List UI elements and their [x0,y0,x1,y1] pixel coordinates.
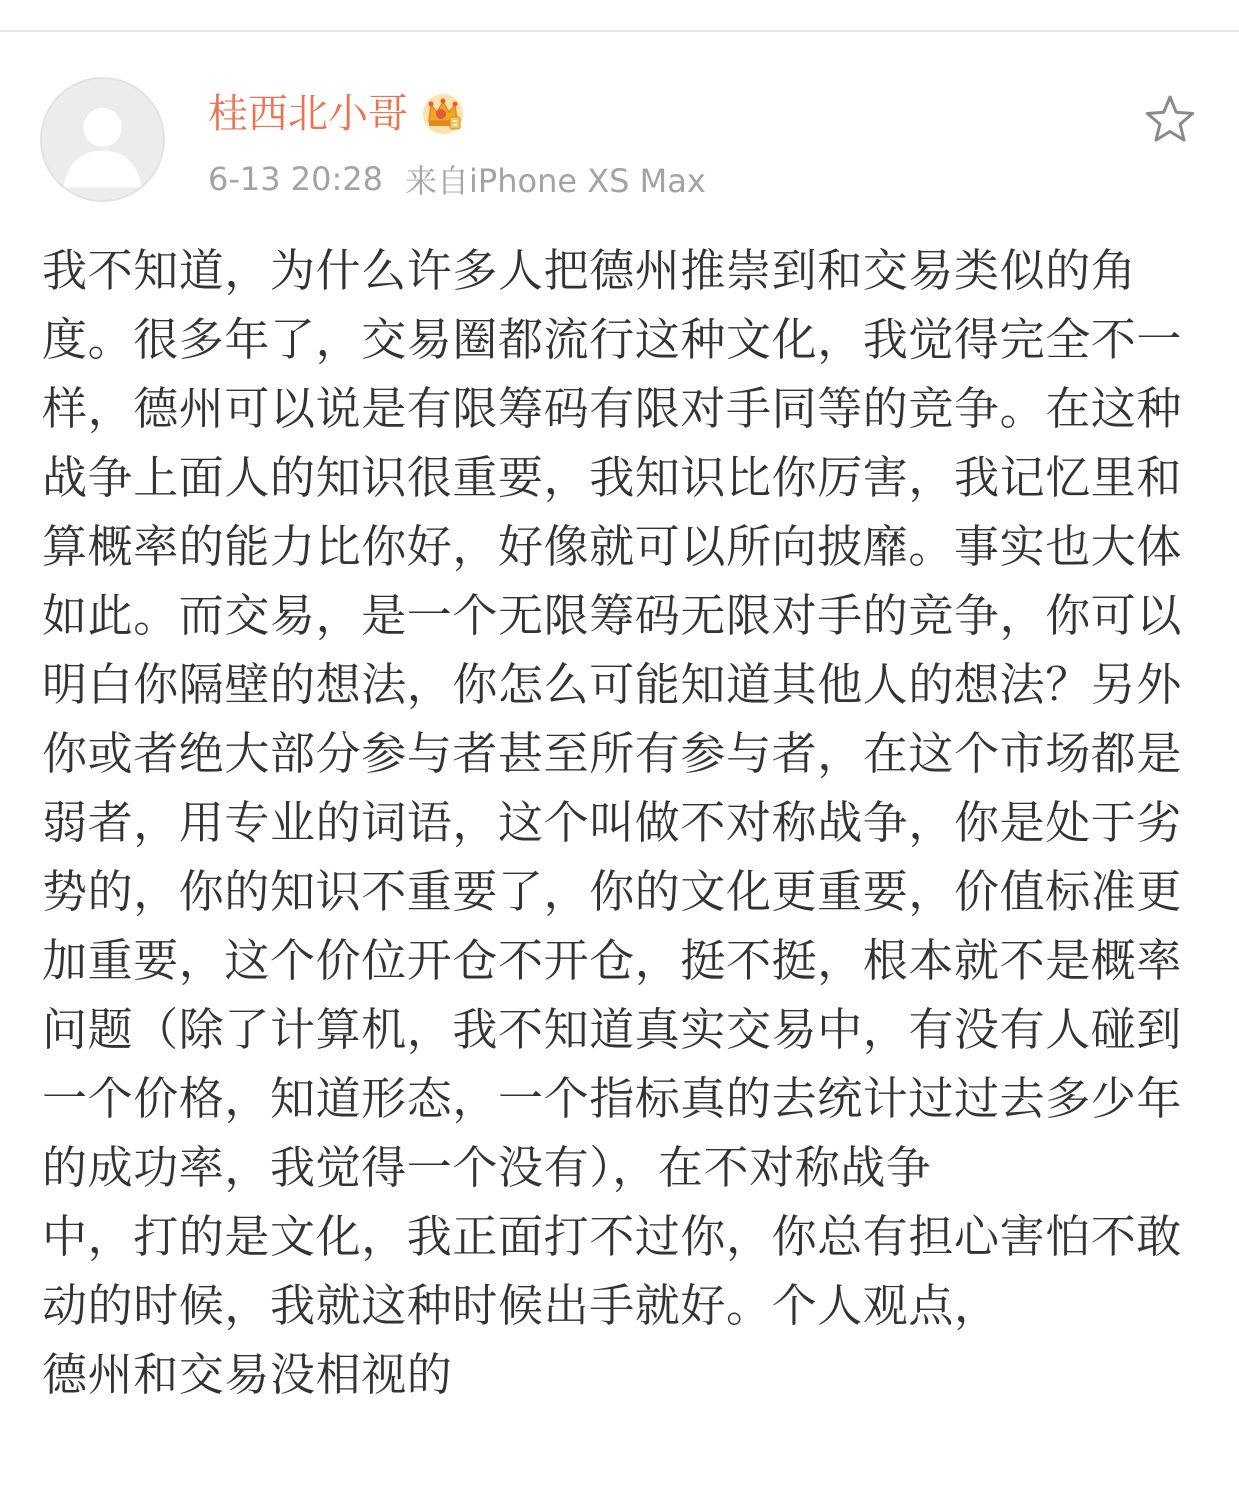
post-source[interactable]: 来自iPhone XS Max [405,162,706,200]
post-meta [208,156,706,202]
favorite-button[interactable] [1142,92,1198,148]
username-row [208,88,466,140]
post-header [0,0,1239,230]
post-text: 我不知道，为什么许多人把德州推崇到和交易类似的角度。很多年了，交易圈都流行这种文化，我觉得完全不一样，德州可以说是有限筹码有限对手同等的竞争。在这种战争上面人的知识很重要，我知识比你厉害，我记忆里和算概率的能力比你好，好像就可以所向披靡。事实也大体如此。而交易，是一个无限筹码无限对手的竞争，你可以明白你隔壁的想法，你怎么可能知道其他人的想法？另外你或者绝大部分参与者甚至所有参与者，在这个市场都是弱者，用专业的词语，这个叫做不对称战争，你是处于劣势的，你的知识不重要了，你的文化更重要，价值标准更加重要，这个价位开仓不开仓，挺不挺，根本就不是概率问题（除了计算机，我不知道真实交易中，有没有人碰到一个价格，知道形态，一个指标真的去统计过过去多少年的成功率，我觉得一个没有），在不对称战争 中，打的是文化，我正面打不过你，你总有担心害怕不敢动的时候，我就这种时候出手就好。个人观点， 德州和交易没相视的 [42,244,1183,1401]
star-outline-icon [1142,92,1198,148]
avatar[interactable] [40,77,165,202]
username[interactable]: 桂西北小哥 [208,91,408,137]
default-avatar-icon [42,79,163,200]
vip-crown-icon[interactable] [420,91,466,137]
post-timestamp: 6-13 20:28 [208,160,384,198]
